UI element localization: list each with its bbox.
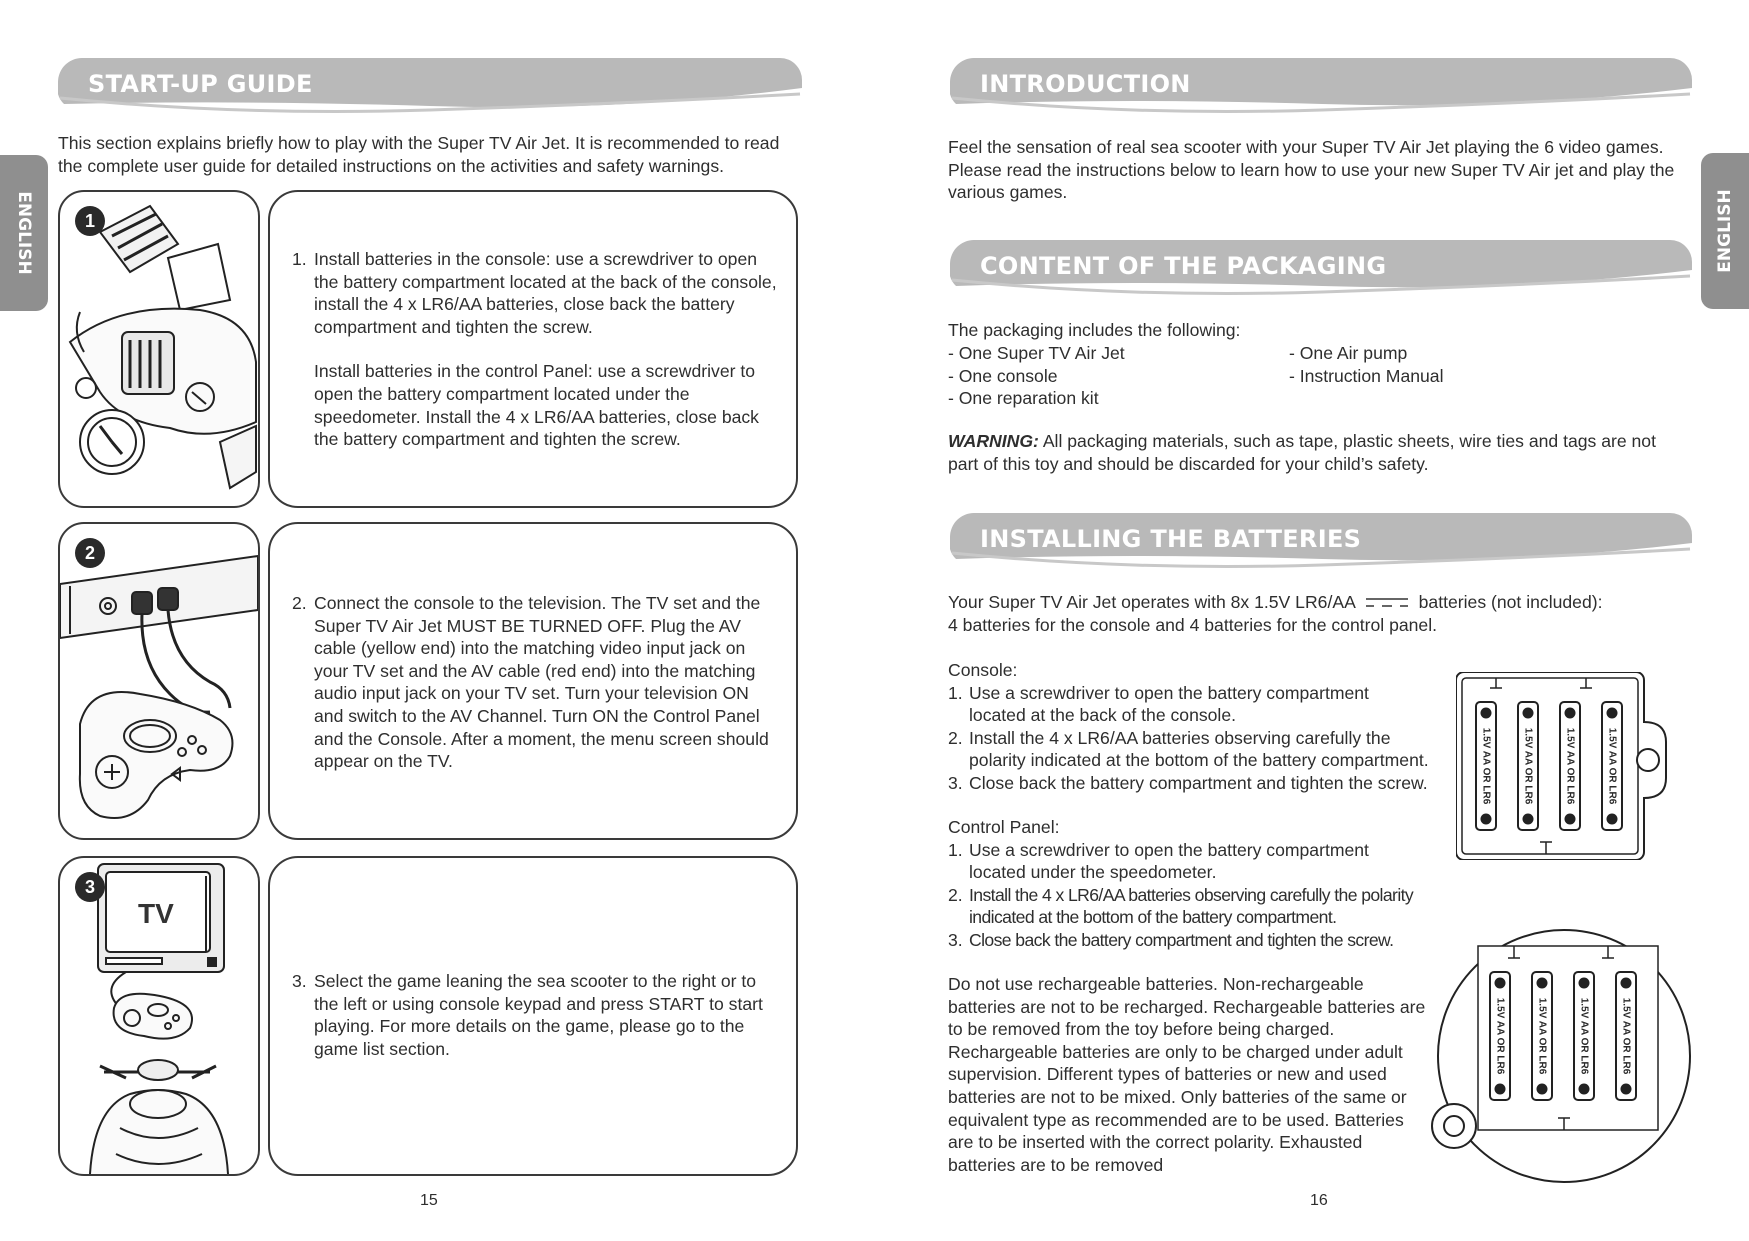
panel-step: 1. Use a screwdriver to open the battery compartment located under the speedometer. <box>948 839 1369 883</box>
control-panel-label: Control Panel: <box>948 817 1060 837</box>
step3-item: 3. Select the game leaning the sea scooter to the right or to the left or using console keypad and press START to start playing. For more details on the game, please go to the game list section. <box>292 971 763 1059</box>
packaging-banner <box>950 240 1692 296</box>
language-tab-left[interactable]: ENGLISH <box>0 155 48 311</box>
panel-step: 2. Install the 4 x LR6/AA batteries observing carefully the polarity indicated at the bottom of the battery compartment. <box>948 884 1414 928</box>
packaging-item: - Instruction Manual <box>1289 365 1444 386</box>
section-title-batteries: INSTALLING THE BATTERIES <box>980 525 1362 553</box>
console-battery-compartment <box>1456 672 1668 860</box>
step3-text-box <box>268 856 798 1176</box>
round-compartment-drawing <box>1428 928 1694 1194</box>
warning-label: WARNING: <box>948 431 1039 451</box>
page-title-startup: START-UP GUIDE <box>88 70 313 98</box>
startup-guide-banner <box>58 58 802 114</box>
battery-label: 1.5V AA OR LR6 <box>1536 997 1548 1075</box>
warning-text: All packaging materials, such as tape, plastic sheets, wire ties and tags are not part of this toy and should be discarded for your child’s safety. <box>948 431 1656 474</box>
battery-label: 1.5V AA OR LR6 <box>1620 997 1632 1075</box>
battery-safety-text: Do not use rechargeable batteries. Non-rechargeable batteries are not to be recharged. Rechargeable batteries are to be removed from the toy before being charged. Rechargeable batteries are only to be charged under adult supervision. Different types of batteries or new and used batteries are not to be mixed. Only batteries of the same or equivalent type as recommended are to be used. Batteries are to be inserted with the correct polarity. Exhausted batteries are to be removed <box>948 974 1426 1175</box>
section-title-packaging: CONTENT OF THE PACKAGING <box>980 252 1387 280</box>
startup-intro: This section explains briefly how to play with the Super TV Air Jet. It is recommended to read the complete user guide for detailed instructions on the activities and safety warnings. <box>58 133 780 176</box>
battery-label: 1.5V AA OR LR6 <box>1564 727 1576 805</box>
step2-text-box <box>268 522 798 840</box>
battery-label: 1.5V AA OR LR6 <box>1480 727 1492 805</box>
batteries-banner <box>950 513 1692 569</box>
packaging-list-col1 <box>948 342 1125 410</box>
battery-label: 1.5V AA OR LR6 <box>1494 997 1506 1075</box>
section-title-introduction: INTRODUCTION <box>980 70 1191 98</box>
page-number-left: 15 <box>420 1192 438 1209</box>
tv-connection-drawing <box>60 524 258 838</box>
tv-label: TV <box>138 898 174 929</box>
packaging-warning <box>948 430 1688 475</box>
packaging-list-col2 <box>1289 342 1444 387</box>
panel-battery-compartment <box>1428 928 1694 1194</box>
step2-text <box>292 592 782 773</box>
console-label: Console: <box>948 660 1018 680</box>
step1-text-box <box>268 190 798 508</box>
console-instructions <box>948 659 1448 795</box>
step1-text <box>292 248 782 451</box>
console-step: 2. Install the 4 x LR6/AA batteries observing carefully the polarity indicated at the bottom of the battery compartment. <box>948 727 1429 771</box>
console-step: 3. Close back the battery compartment and tighten the screw. <box>948 772 1428 793</box>
battery-label: 1.5V AA OR LR6 <box>1606 727 1618 805</box>
batteries-intro: Your Super TV Air Jet operates with 8x 1.5V LR6/AA batteries (not included): 4 batteries for the console and 4 batteries for the control panel. <box>948 592 1603 635</box>
step-number-2: 2 <box>75 538 105 568</box>
panel-step: 3. Close back the battery compartment and tighten the screw. <box>948 929 1394 950</box>
battery-label: 1.5V AA OR LR6 <box>1522 727 1534 805</box>
dc-symbol-icon <box>1364 596 1410 610</box>
step3-text <box>292 970 782 1060</box>
packaging-lead: The packaging includes the following: <box>948 320 1241 340</box>
packaging-item: - One console <box>948 365 1058 386</box>
step2-item: 2. Connect the console to the television. The TV set and the Super TV Air Jet MUST BE TURNED OFF. Plug the AV cable (yellow end) into the matching video input jack on your TV set and the AV cable (red end) into the matching audio input jack on your TV set. Turn your television ON and switch to the AV Channel. Turn ON the Control Panel and the Console. After a moment, the menu screen should appear on the TV. <box>292 593 769 772</box>
step1-item: Install batteries in the control Panel: use a screwdriver to open the battery compartment located under the speedometer. Install the 4 x LR6/AA batteries, close back the battery compartment and tighten the screw. <box>314 361 759 450</box>
step2-illustration <box>58 522 260 840</box>
packaging-item: - One Super TV Air Jet <box>948 343 1125 363</box>
control-panel-instructions <box>948 816 1428 952</box>
step1-illustration <box>58 190 260 508</box>
page-number-right: 16 <box>1310 1192 1328 1209</box>
battery-label: 1.5V AA OR LR6 <box>1578 997 1590 1075</box>
console-step: 1. Use a screwdriver to open the battery compartment located at the back of the console. <box>948 682 1369 726</box>
packaging-item: - One Air pump <box>1289 343 1408 363</box>
language-tab-right[interactable]: ENGLISH <box>1701 153 1749 309</box>
step1-item: 1. Install batteries in the console: use a screwdriver to open the battery compartment located at the back of the console, install the 4 x LR6/AA batteries, close back the battery compartment and tighten the screw. <box>292 249 777 337</box>
step-number-3: 3 <box>75 872 105 902</box>
step3-illustration <box>58 856 260 1176</box>
introduction-text: Feel the sensation of real sea scooter with your Super TV Air Jet playing the 6 video games. Please read the instructions below to learn how to use your new Super TV Air jet and play the various games. <box>948 137 1675 203</box>
battery-install-drawing <box>60 192 258 506</box>
introduction-banner <box>950 58 1692 114</box>
step-number-1: 1 <box>75 206 105 236</box>
packaging-item: - One reparation kit <box>948 388 1099 409</box>
